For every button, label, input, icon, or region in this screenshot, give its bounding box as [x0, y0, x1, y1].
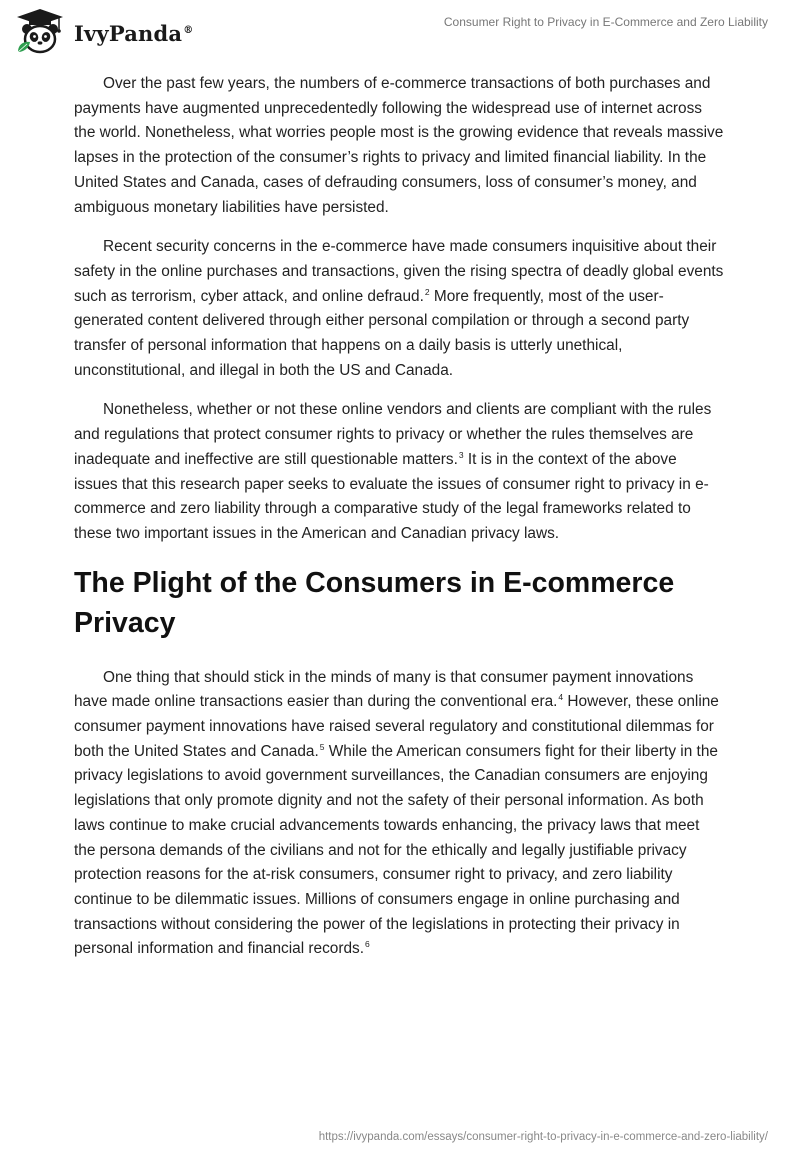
article-body — [74, 72, 724, 977]
footnote-ref-4: 4 — [558, 692, 564, 703]
paragraph-4: One thing that should stick in the minds of many is that consumer payment innovations have made online transactions easier than during the conventional era.$^4$ However, these online consumer payment innovations have raised several regulatory and constitutional dilemmas for both the United States and Canada.$^5$ While the American consumers fight for their liberty in the privacy legislations to avoid government surveillances, the Canadian consumers are enjoying legislations that only promote dignity and not the safety of their personal information. As both laws continue to make crucial advancements towards enhancing, the privacy laws that meet the persona demands of the civilians and not for the ethically and legally justifiable privacy protection reasons for the at-risk consumers, consumer right to privacy, and zero liability continue to be dilemmatic issues. Millions of consumers engage in online purchasing and transactions without considering the power of the legislations in protecting their privacy in personal information and financial records.$^6$ — [74, 668, 719, 958]
brand-logo[interactable] — [14, 6, 193, 58]
panda-logo-icon — [14, 6, 66, 58]
section-heading: The Plight of the Consumers in E-commerce Privacy — [74, 566, 675, 639]
source-url-link[interactable]: https://ivypanda.com/essays/consumer-right-to-privacy-in-e-commerce-and-zero-liability/ — [318, 1131, 768, 1143]
brand-name: IvyPanda® — [74, 20, 194, 46]
registered-mark: ® — [183, 24, 194, 36]
paragraph-1: Over the past few years, the numbers of e-commerce transactions of both purchases and payments have augmented unprecedentedly following the widespread use of internet across the world. Nonetheless, what worries people most is the growing evidence that reveals massive lapses in the protection of the consumer’s rights to privacy and limited financial liability. In the United States and Canada, cases of defrauding consumers, loss of consumer’s money, and ambiguous monetary liabilities have persisted. — [74, 75, 724, 216]
page-header — [0, 0, 800, 60]
footnote-ref-3: 3 — [458, 449, 464, 460]
footnote-ref-6: 6 — [365, 939, 370, 950]
paragraph-2: Recent security concerns in the e-commerce have made consumers inquisitive about their safety in the online purchases and transactions, given the rising spectra of deadly global events such as terrorism, cyber attack, and online defraud.$^2$ More frequently, most of the user-generated content delivered through either personal compilation or through a second party transfer of personal information that happens on a daily basis is utterly unethical, unconstitutional, and illegal in both the US and Canada. — [74, 238, 724, 379]
footnote-ref-2: 2 — [424, 286, 430, 297]
paragraph-3: Nonetheless, whether or not these online vendors and clients are compliant with the rules and regulations that protect consumer rights to privacy or whether the rules themselves are inadequate and ineffective are still questionable matters.$^3$ It is in the context of the above issues that this research paper seeks to evaluate the issues of consumer right to privacy in e-commerce and zero liability through a comparative study of the legal frameworks related to these two important issues in the American and Canadian privacy laws. — [74, 401, 712, 542]
document-title: Consumer Right to Privacy in E-Commerce and Zero Liability — [443, 15, 768, 29]
footnote-ref-5: 5 — [319, 741, 325, 752]
